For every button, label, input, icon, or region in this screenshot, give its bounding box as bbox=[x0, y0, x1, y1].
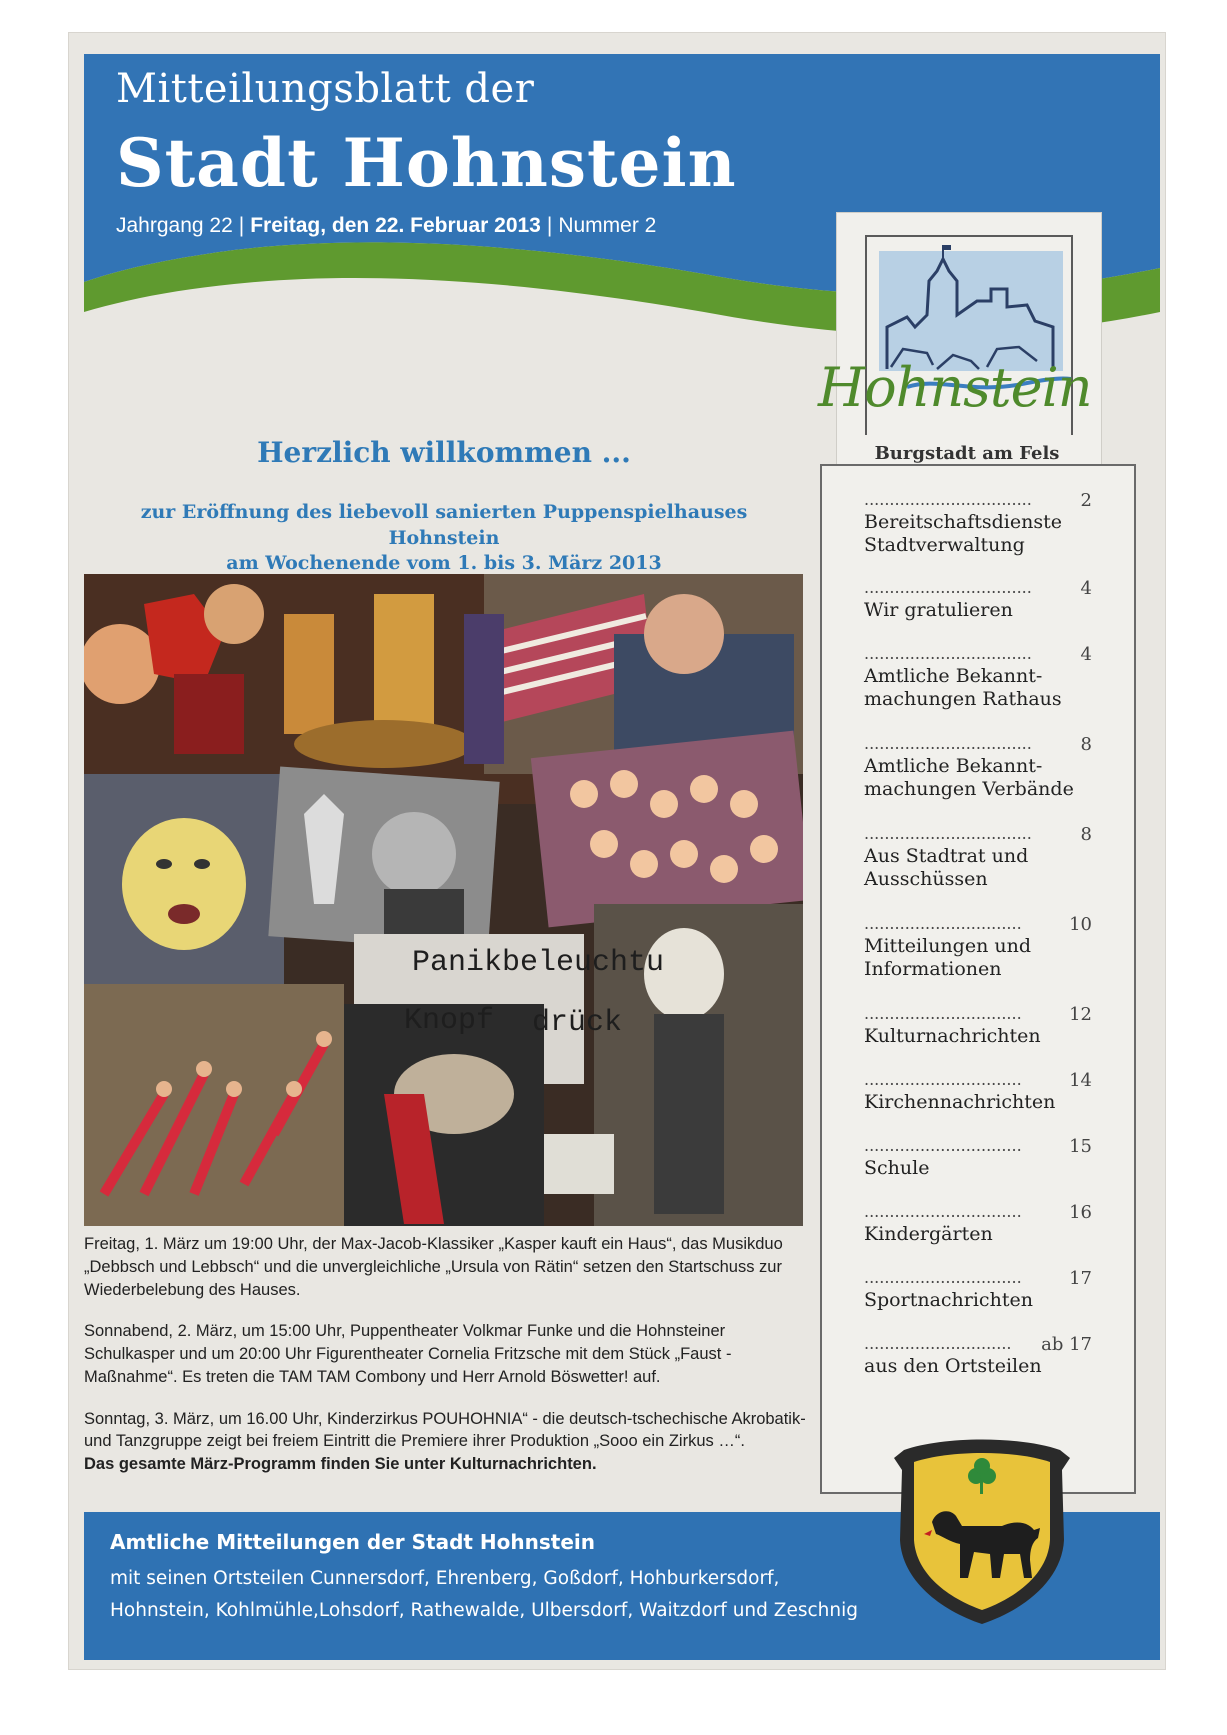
toc-page: 8 bbox=[1080, 734, 1092, 755]
toc-item: ............................. ab 17 aus den Ortsteilen bbox=[864, 1334, 1092, 1377]
toc-item: ............................... 12 Kulturnachrichten bbox=[864, 1004, 1092, 1047]
toc-label: Kirchennachrichten bbox=[864, 1091, 1056, 1113]
toc-label: Amtliche Bekannt- bbox=[864, 665, 1043, 687]
toc-page: 4 bbox=[1080, 578, 1092, 599]
toc-page: 16 bbox=[1069, 1202, 1092, 1223]
toc-label: machungen Rathaus bbox=[864, 687, 1062, 710]
toc-label: Kulturnachrichten bbox=[864, 1025, 1041, 1047]
footer-title: Amtliche Mitteilungen der Stadt Hohnstein bbox=[110, 1530, 596, 1554]
toc-page: 10 bbox=[1069, 914, 1092, 935]
toc-label: Kindergärten bbox=[864, 1223, 993, 1245]
toc-label: machungen Verbände bbox=[864, 777, 1074, 800]
issue-line bbox=[116, 214, 656, 238]
toc-item: ............................... 10 Mitteilungen und Informationen bbox=[864, 914, 1092, 980]
toc-page: ab 17 bbox=[1041, 1334, 1092, 1355]
toc-item: ................................. 4 Wir gratulieren bbox=[864, 578, 1092, 621]
toc-item: ................................. 8 Amtliche Bekannt- machungen Verbände bbox=[864, 734, 1092, 800]
sign-text: Panikbeleuchtu bbox=[412, 946, 665, 980]
paragraph: Freitag, 1. März um 19:00 Uhr, der Max-Jacob-Klassiker „Kasper kauft ein Haus“, das Musikduo „Debbsch und Lebbsch“ und die unvergleichliche „Ursula von Rätin“ setzen den Startschuss zur Wiederbelebung des Hauses. bbox=[84, 1235, 783, 1299]
logo-tagline: Burgstadt am Fels bbox=[874, 443, 1060, 464]
paragraph: Sonntag, 3. März, um 16.00 Uhr, Kinderzirkus POUHOHNIA“ - die deutsch-tschechische Akrobatik- und Tanzgruppe zeigt bei freiem Eintritt die Premiere ihrer Produktion „Sooo ein Zirkus …“. bbox=[84, 1409, 806, 1451]
toc-item: ................................. 8 Aus Stadtrat und Ausschüssen bbox=[864, 824, 1092, 890]
footer-text: Hohnstein, Kohlmühle,Lohsdorf, Rathewalde, Ulbersdorf, Waitzdorf und Zeschnig bbox=[110, 1600, 858, 1621]
welcome-heading: Herzlich willkommen ... bbox=[257, 436, 631, 469]
sign-text: Knopf bbox=[404, 1004, 495, 1038]
toc-item: ................................. 4 Amtliche Bekannt- machungen Rathaus bbox=[864, 644, 1092, 710]
toc-label: Aus Stadtrat und bbox=[864, 845, 1029, 867]
toc-label: Wir gratulieren bbox=[864, 599, 1013, 621]
toc-item: ............................... 14 Kirchennachrichten bbox=[864, 1070, 1092, 1113]
toc-item: ............................... 16 Kindergärten bbox=[864, 1202, 1092, 1245]
toc-label: Ausschüssen bbox=[864, 867, 988, 890]
masthead-subtitle: Mitteilungsblatt der bbox=[116, 66, 535, 112]
toc-label: Amtliche Bekannt- bbox=[864, 755, 1043, 777]
toc-label: Mitteilungen und bbox=[864, 935, 1031, 957]
toc-label: Schule bbox=[864, 1157, 930, 1179]
toc-page: 2 bbox=[1080, 490, 1092, 511]
paragraph: Sonnabend, 2. März, um 15:00 Uhr, Puppentheater Volkmar Funke und die Hohnsteiner Schulkasper und um 20:00 Uhr Figurentheater Cornelia Fritzsche mit dem Stück „Faust - Maßnahme“. Es treten die TAM TAM Combony und Herr Arnold Böswetter! auf. bbox=[84, 1322, 732, 1386]
collage-graphic bbox=[84, 574, 803, 1226]
coat-of-arms bbox=[884, 1430, 1080, 1630]
volume: Jahrgang 22 bbox=[116, 214, 233, 237]
toc-page: 4 bbox=[1080, 644, 1092, 665]
separator: | bbox=[546, 214, 553, 237]
sign-text: drück bbox=[532, 1006, 623, 1040]
toc-label: Bereitschaftsdienste bbox=[864, 511, 1062, 533]
toc-page: 17 bbox=[1069, 1268, 1092, 1289]
logo-script-text: Hohnstein bbox=[818, 356, 1092, 419]
toc-label: Stadtverwaltung bbox=[864, 533, 1025, 556]
welcome-subheading-line: zur Eröffnung des liebevoll sanierten Puppenspielhauses Hohnstein bbox=[140, 501, 748, 549]
toc-page: 12 bbox=[1069, 1004, 1092, 1025]
toc-label: Sportnachrichten bbox=[864, 1289, 1033, 1311]
footer-text: mit seinen Ortsteilen Cunnersdorf, Ehrenberg, Goßdorf, Hohburkersdorf, bbox=[110, 1568, 780, 1589]
toc-label: aus den Ortsteilen bbox=[864, 1355, 1042, 1377]
crest-icon bbox=[884, 1430, 1080, 1630]
toc-item: ............................... 17 Sportnachrichten bbox=[864, 1268, 1092, 1311]
masthead-title: Stadt Hohnstein bbox=[116, 124, 737, 202]
issue-date: Freitag, den 22. Februar 2013 bbox=[250, 214, 541, 237]
photo-collage bbox=[84, 574, 803, 1226]
program-note: Das gesamte März-Programm finden Sie unter Kulturnachrichten. bbox=[84, 1455, 597, 1474]
toc-page: 14 bbox=[1069, 1070, 1092, 1091]
toc-item: ............................... 15 Schule bbox=[864, 1136, 1092, 1179]
toc-label: Informationen bbox=[864, 957, 1002, 980]
event-description bbox=[84, 1233, 806, 1495]
table-of-contents bbox=[820, 464, 1136, 1494]
welcome-subheading-line: am Wochenende vom 1. bis 3. März 2013 bbox=[226, 552, 662, 575]
issue-number: Nummer 2 bbox=[558, 214, 657, 237]
welcome-subheading bbox=[84, 500, 804, 577]
toc-page: 15 bbox=[1069, 1136, 1092, 1157]
toc-item: ................................. 2 Bereitschaftsdienste Stadtverwaltung bbox=[864, 490, 1092, 556]
town-logo-box bbox=[836, 212, 1102, 480]
separator: | bbox=[238, 214, 245, 237]
toc-page: 8 bbox=[1080, 824, 1092, 845]
